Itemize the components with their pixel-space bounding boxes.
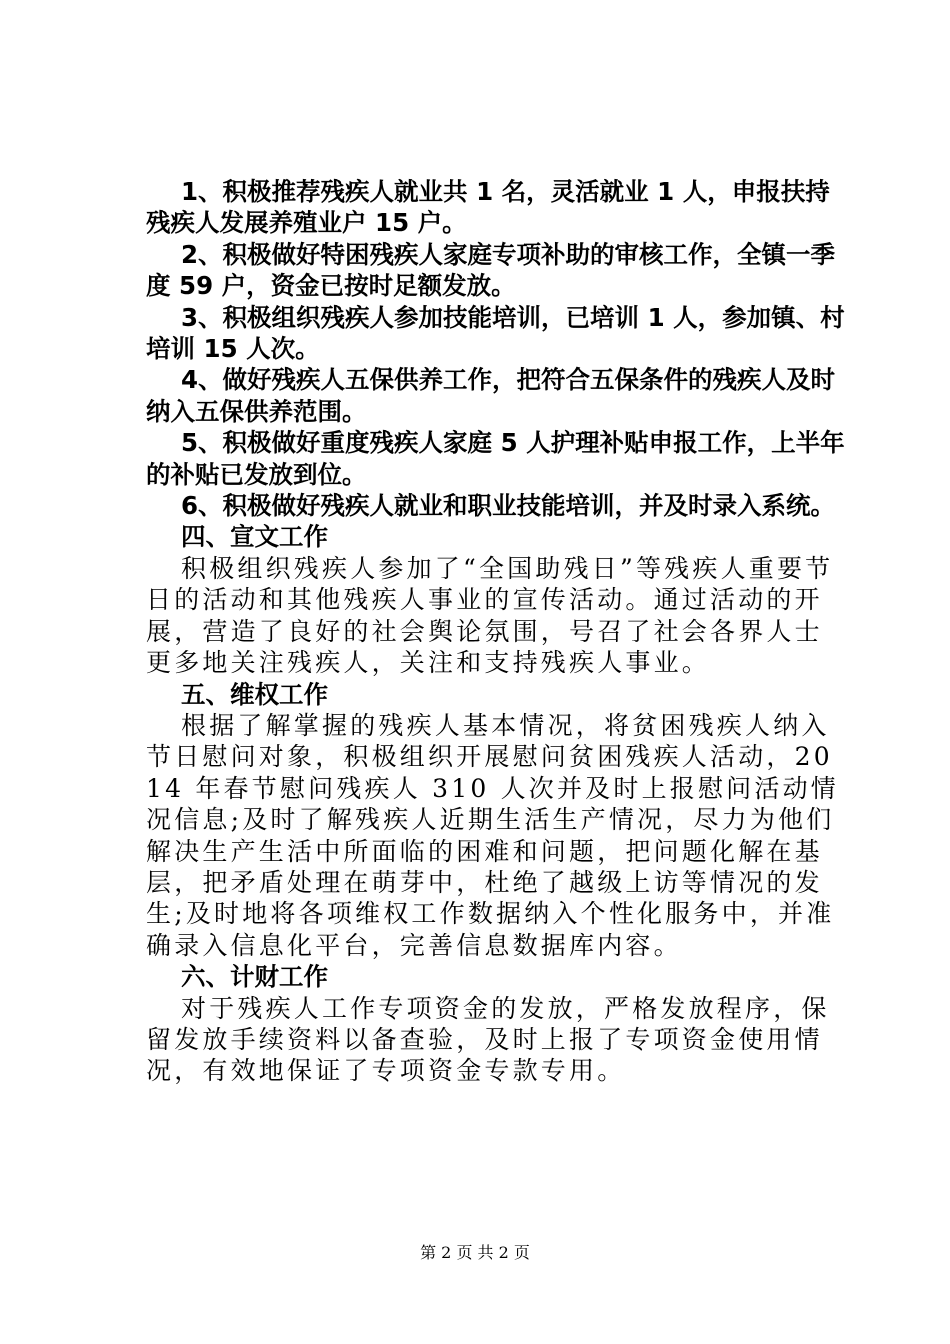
page-footer: 第 2 页 共 2 页 (420, 1243, 530, 1262)
section-heading-publicity: 四、宣文工作 (181, 522, 328, 552)
paragraph-finance: 对于残疾人工作专项资金的发放，严格发放程序，保留发放手续资料以备查验，及时上报了专项资金使用情况，有效地保证了专项资金专款专用。 (146, 993, 830, 1086)
section-heading-finance: 六、计财工作 (181, 962, 328, 992)
paragraph-item-1: 1、积极推荐残疾人就业共 1 名，灵活就业 1 人，申报扶持残疾人发展养殖业户 15 户。 (146, 177, 830, 238)
paragraph-publicity: 积极组织残疾人参加了“全国助残日”等残疾人重要节日的活动和其他残疾人事业的宣传活动。通过活动的开展，营造了良好的社会舆论氛围，号召了社会各界人士更多地关注残疾人，关注和支持残疾人事业。 (146, 553, 834, 678)
paragraph-rights: 根据了解掌握的残疾人基本情况，将贫困残疾人纳入节日慰问对象，积极组织开展慰问贫困残疾人活动，2014 年春节慰问残疾人 310 人次并及时上报慰问活动情况信息;及时了解残疾人近期生活生产情况，尽力为他们解决生产生活中所面临的困难和问题，把问题化解在基层，把矛盾处理在萌芽中，杜绝了越级上访等情况的发生;及时地将各项维权工作数据纳入个性化服务中，并准确录入信息化平台，完善信息数据库内容。 (146, 710, 839, 960)
paragraph-item-3: 3、积极组织残疾人参加技能培训，已培训 1 人，参加镇、村培训 15 人次。 (146, 302, 845, 364)
paragraph-item-5: 5、积极做好重度残疾人家庭 5 人护理补贴申报工作，上半年的补贴已发放到位。 (146, 428, 845, 489)
paragraph-item-4: 4、做好残疾人五保供养工作，把符合五保条件的残疾人及时纳入五保供养范围。 (146, 365, 836, 426)
section-heading-rights: 五、维权工作 (181, 679, 328, 709)
paragraph-item-2: 2、积极做好特困残疾人家庭专项补助的审核工作，全镇一季度 59 户，资金已按时足额发放。 (146, 239, 836, 301)
paragraph-item-6: 6、积极做好残疾人就业和职业技能培训，并及时录入系统。 (181, 491, 836, 521)
document-body (146, 176, 846, 1087)
